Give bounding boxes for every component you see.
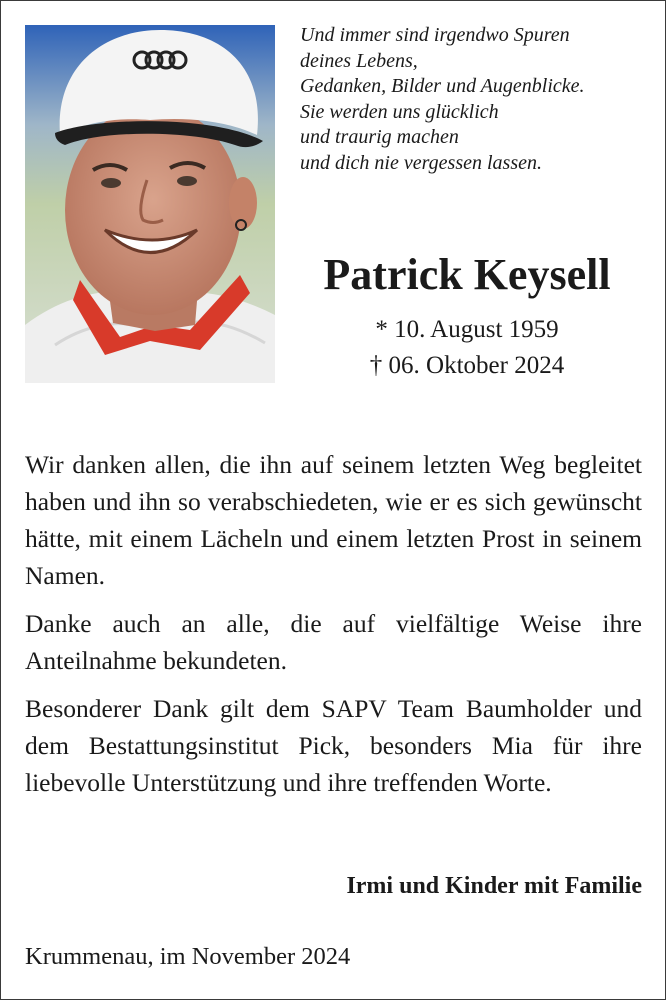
poem-line: Und immer sind irgendwo Spuren (300, 24, 570, 46)
deceased-name: Patrick Keysell (323, 250, 611, 299)
poem-line: deines Lebens, (300, 49, 418, 72)
paragraph: Danke auch an alle, die auf vielfältige Weise ihre Anteilnahme bekundeten. (25, 609, 642, 675)
life-dates (292, 312, 642, 384)
poem-line: Sie werden uns glücklich (300, 100, 499, 123)
paragraph: Besonderer Dank gilt dem SAPV Team Baumholder und dem Bestattungsinstitut Pick, besonders Mia für ihre liebevolle Unterstützung und ihre treffenden Worte. (25, 694, 642, 797)
poem-line: und dich nie vergessen lassen. (300, 151, 542, 174)
birth-date: * 10. August 1959 (375, 316, 559, 343)
signature: Irmi und Kinder mit Familie (346, 873, 642, 899)
poem-line: Gedanken, Bilder und Augenblicke. (300, 75, 585, 97)
portrait-photo (25, 25, 275, 383)
poem-line: und traurig machen (300, 126, 459, 148)
memorial-poem (300, 23, 645, 176)
death-date: † 06. Oktober 2024 (369, 352, 565, 379)
place-and-date: Krummenau, im November 2024 (25, 943, 351, 970)
thank-you-text (25, 446, 642, 812)
paragraph: Wir danken allen, die ihn auf seinem letzten Weg begleitet haben und ihn so verabschiedeten, wie er es sich gewünscht hätte, mit einem Lächeln und einem letzten Prost in seinem Namen. (25, 450, 642, 590)
